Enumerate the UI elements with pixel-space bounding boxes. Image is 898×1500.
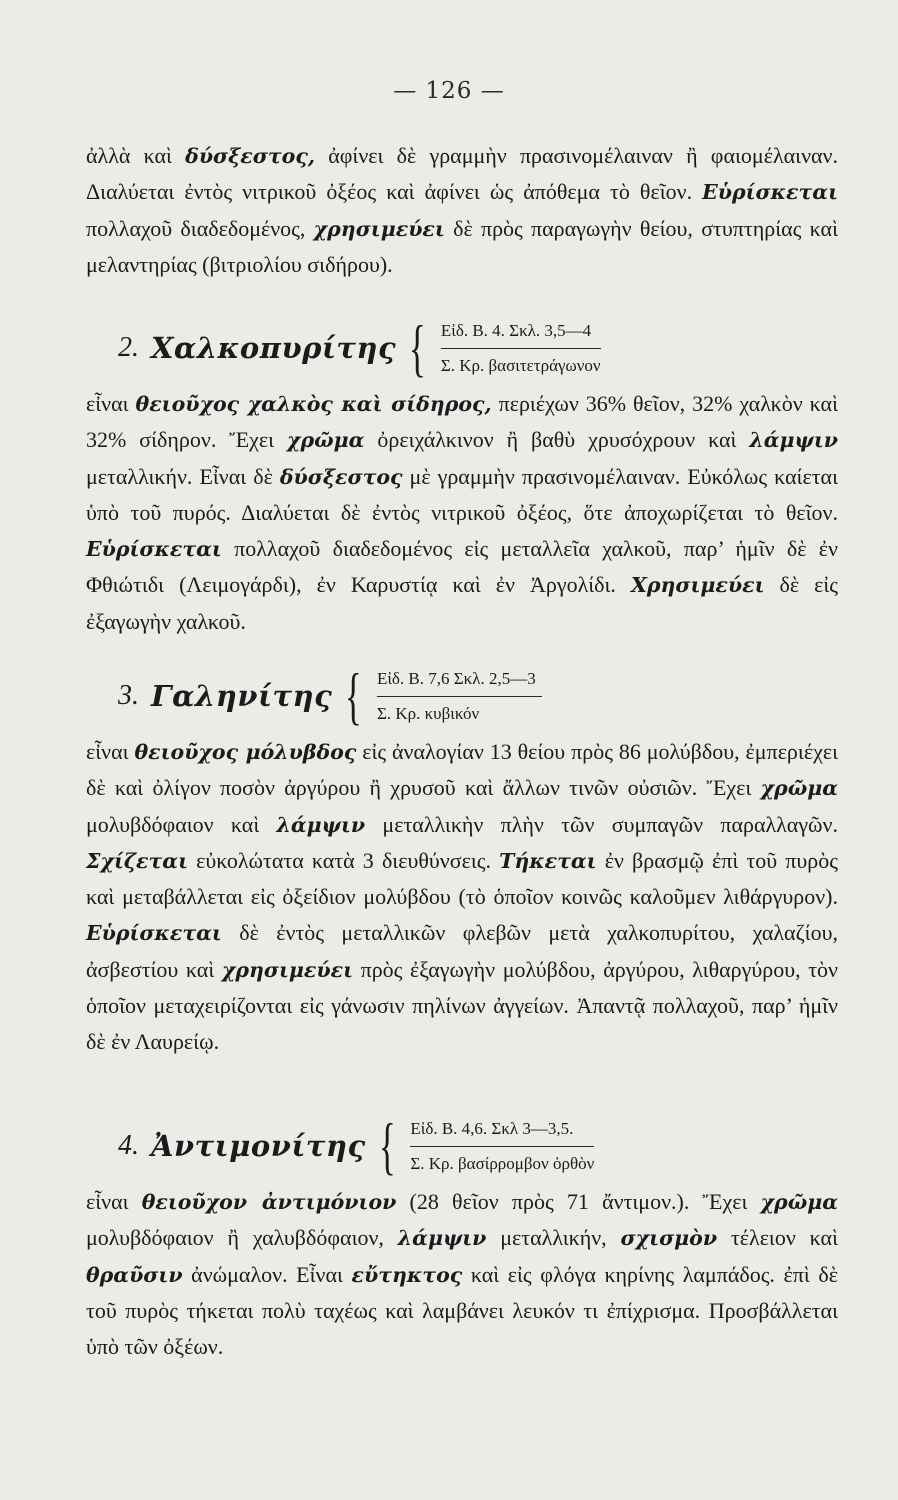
mineral-paragraph-chalcopyrite bbox=[86, 386, 838, 640]
emphasized-term: θειοῦχος χαλκὸς καὶ σίδηρος, bbox=[135, 392, 492, 416]
emphasized-term: λάμψιν bbox=[276, 812, 366, 837]
emphasized-term: χρησιμεύει bbox=[313, 216, 445, 241]
text-run: εἶναι bbox=[86, 1189, 142, 1214]
text-run: δὲ εἰς ἐξαγωγὴν χαλκοῦ. bbox=[86, 572, 838, 634]
mineral-name: Χαλκοπυρίτης bbox=[151, 331, 397, 365]
text-run: (28 θεῖον πρὸς 71 ἄντιμον.). Ἔχει bbox=[396, 1189, 761, 1214]
mineral-properties bbox=[377, 662, 542, 731]
text-run: εἶναι bbox=[86, 739, 135, 764]
properties-line-2: Σ. Κρ. κυβικόν bbox=[376, 703, 480, 723]
emphasized-term: Εὑρίσκεται bbox=[86, 921, 222, 946]
mineral-properties bbox=[441, 314, 601, 383]
emphasized-term: χρῶμα bbox=[760, 1190, 838, 1214]
text-run: περιέχων 36% θεῖον, 32% χαλκὸν καὶ 32% σίδηρον. Ἔχει bbox=[86, 391, 838, 453]
emphasized-term: θραῦσιν bbox=[86, 1262, 183, 1287]
text-run: μολυβδόφαιον ἢ χαλυβδόφαιον, bbox=[86, 1225, 398, 1251]
text-run: εἰς ἀναλογίαν 13 θείου πρὸς 86 μολύβδου, ἐμπεριέχει δὲ καὶ ὀλίγον ποσὸν ἀργύρου ἢ χρυσοῦ καὶ ἄλλων τινῶν οὐσιῶν. Ἔχει bbox=[86, 739, 838, 801]
brace-symbol: { bbox=[378, 1110, 396, 1181]
emphasized-term: θειοῦχον ἀντιμόνιον bbox=[141, 1190, 397, 1214]
text-run: μὲ γραμμὴν πρασινομέλαιναν. Εὐκόλως καίεται ὑπὸ τοῦ πυρός. Διαλύεται δὲ ἐντὸς νιτρικοῦ ὀξέος, ὅτε ἀποχωρίζεται τὸ θεῖον. bbox=[86, 463, 838, 525]
properties-line-2: Σ. Κρ. βασιτετράγωνον bbox=[440, 355, 601, 375]
text-run: εἶναι bbox=[86, 391, 136, 416]
properties-line-1: Εἰδ. Β. 7,6 Σκλ. 2,5—3 bbox=[377, 662, 542, 697]
mineral-paragraph-stibnite bbox=[86, 1184, 838, 1365]
mineral-number: 2. bbox=[118, 332, 139, 363]
page-number: — 126 — bbox=[393, 78, 505, 104]
text-run: μεταλλικὴν πλὴν τῶν συμπαγῶν παραλλαγῶν. bbox=[365, 811, 838, 837]
mineral-name: Γαληνίτης bbox=[151, 679, 333, 713]
properties-line-1: Εἰδ. Β. 4,6. Σκλ 3—3,5. bbox=[410, 1112, 594, 1147]
text-run: δὲ πρὸς παραγωγὴν θείου, στυπτηρίας καὶ μελαντηρίας (βιτριολίου σιδήρου). bbox=[86, 215, 838, 277]
text-run: ἐν βρασμῷ ἐπὶ τοῦ πυρὸς καὶ μεταβάλλεται εἰς ὀξείδιον μολύβδου (τὸ ὁποῖον κοινῶς καλοῦμεν λιθάργυρον). bbox=[86, 847, 838, 910]
text-run: ἀλλὰ καὶ bbox=[86, 143, 186, 168]
emphasized-term: Χρησιμεύει bbox=[630, 573, 765, 598]
emphasized-term: χρῶμα bbox=[287, 428, 365, 453]
mineral-number: 3. bbox=[118, 680, 139, 711]
text-run: δὲ ἐντὸς μεταλλικῶν φλεβῶν μετὰ χαλκοπυρίτου, χαλαζίου, ἀσβεστίου καὶ bbox=[86, 920, 838, 982]
text-run: τέλειον καὶ bbox=[717, 1225, 838, 1251]
emphasized-term: Τήκεται bbox=[499, 848, 597, 873]
emphasized-term: Εὑρίσκεται bbox=[702, 180, 838, 205]
mineral-name: Ἀντιμονίτης bbox=[151, 1129, 366, 1163]
emphasized-term: δύσξεστος bbox=[279, 464, 403, 489]
emphasized-term: Σχίζεται bbox=[86, 848, 188, 873]
brace-symbol: { bbox=[409, 312, 426, 383]
text-run: μεταλλικήν. Εἶναι δὲ bbox=[86, 463, 280, 489]
emphasized-term: λάμψιν bbox=[749, 428, 839, 453]
text-run: μεταλλικήν, bbox=[486, 1225, 621, 1251]
mineral-heading-stibnite bbox=[118, 1110, 594, 1182]
properties-line-1: Εἰδ. Β. 4. Σκλ. 3,5—4 bbox=[441, 314, 601, 349]
emphasized-term: Εὑρίσκεται bbox=[86, 537, 222, 562]
mineral-heading-galena bbox=[118, 660, 542, 732]
emphasized-term: χρησιμεύει bbox=[221, 957, 353, 982]
text-run: ὀρειχάλκινον ἢ βαθὺ χρυσόχρουν καὶ bbox=[364, 427, 750, 453]
mineral-paragraph-galena bbox=[86, 734, 838, 1061]
mineral-properties bbox=[410, 1112, 594, 1181]
text-run: πρὸς ἐξαγωγὴν μολύβδου, ἀργύρου, λιθαργύρου, τὸν ὁποῖον μεταχειρίζονται εἰς γάνωσιν πηλίνων ἀγγείων. Ἀπαντᾷ πολλαχοῦ, παρ’ ἡμῖν δὲ ἐν Λαυρείῳ. bbox=[86, 956, 839, 1055]
emphasized-term: σχισμὸν bbox=[620, 1226, 718, 1251]
text-run: πολλαχοῦ διαδεδομένος, bbox=[86, 215, 314, 241]
text-run: καὶ εἰς φλόγα κηρίνης λαμπάδος. ἐπὶ δὲ τοῦ πυρὸς τήκεται πολὺ ταχέως καὶ λαμβάνει λευκόν τι ἐπίχρισμα. Προσβάλλεται ὑπὸ τῶν ὀξέων. bbox=[86, 1261, 838, 1360]
text-run: μολυβδόφαιον καὶ bbox=[86, 811, 277, 837]
mineral-heading-chalcopyrite bbox=[118, 312, 601, 384]
intro-paragraph bbox=[86, 138, 838, 283]
text-run: ἀφίνει δὲ γραμμὴν πρασινομέλαιναν ἢ φαιομέλαιναν. Διαλύεται ἐντὸς νιτρικοῦ ὀξέος καὶ ἀφίνει ὡς ἀπόθεμα τὸ θεῖον. bbox=[86, 143, 838, 205]
text-run: πολλαχοῦ διαδεδομένος εἰς μεταλλεῖα χαλκοῦ, παρ’ ἡμῖν δὲ ἐν Φθιώτιδι (Λειμογάρδι), ἐν Καρυστίᾳ καὶ ἐν Ἀργολίδι. bbox=[86, 536, 838, 598]
emphasized-term: δύσξεστος, bbox=[185, 144, 315, 168]
properties-line-2: Σ. Κρ. βασίρρομβον ὀρθὸν bbox=[410, 1153, 595, 1173]
text-run: εὐκολώτατα κατὰ 3 διευθύνσεις. bbox=[188, 847, 500, 873]
emphasized-term: λάμψιν bbox=[397, 1226, 487, 1251]
emphasized-term: χρῶμα bbox=[760, 776, 838, 801]
brace-symbol: { bbox=[345, 660, 363, 731]
text-run: ἀνώμαλον. Εἶναι bbox=[182, 1261, 352, 1287]
emphasized-term: θειοῦχος μόλυβδος bbox=[134, 740, 357, 764]
emphasized-term: εὔτηκτος bbox=[351, 1262, 463, 1287]
mineral-number: 4. bbox=[118, 1130, 139, 1161]
